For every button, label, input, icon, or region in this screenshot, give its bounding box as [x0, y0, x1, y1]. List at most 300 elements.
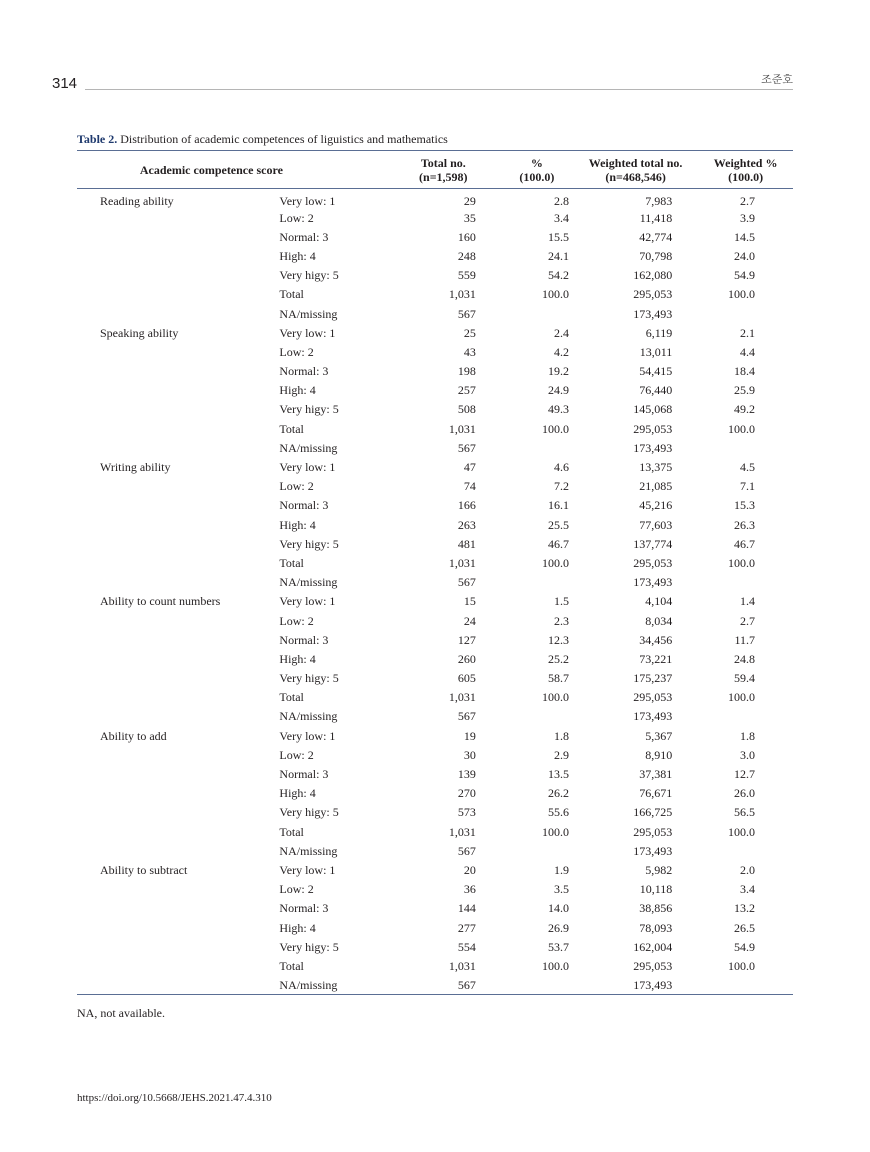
- percent-cell: [501, 707, 573, 726]
- score-level: Low: 2: [279, 613, 314, 628]
- weighted-percent-cell: 24.8: [734, 651, 755, 666]
- total-no-cell: 263: [457, 517, 476, 532]
- table-row: [77, 246, 793, 265]
- weighted-total-cell: 5,982: [645, 862, 673, 877]
- table-row: [77, 745, 793, 764]
- weighted-percent-cell: 100.0: [728, 824, 755, 839]
- score-level: NA/missing: [279, 306, 338, 321]
- table-header-row: [77, 151, 793, 189]
- table-row: [77, 592, 793, 611]
- percent-cell: 24.9: [547, 383, 569, 398]
- score-level: Normal: 3: [279, 498, 329, 513]
- total-no-cell: 36: [463, 882, 476, 897]
- group-label: [77, 419, 279, 438]
- total-no-cell: 198: [457, 364, 476, 379]
- group-label: [77, 611, 279, 630]
- weighted-percent-cell: 26.5: [734, 920, 755, 935]
- weighted-total-cell: 37,381: [639, 767, 673, 782]
- percent-cell: 13.5: [547, 767, 569, 782]
- weighted-percent-cell: 2.0: [740, 862, 755, 877]
- total-no-cell: 567: [457, 843, 476, 858]
- table-row: [77, 899, 793, 918]
- table-row: [77, 918, 793, 937]
- total-no-cell: 1,031: [448, 287, 476, 302]
- group-label: [77, 266, 279, 285]
- table-row: [77, 611, 793, 630]
- group-label: [77, 496, 279, 515]
- table-row: [77, 285, 793, 304]
- group-label: [77, 246, 279, 265]
- table-row: [77, 457, 793, 476]
- percent-cell: 2.3: [553, 613, 569, 628]
- score-level: Normal: 3: [279, 229, 329, 244]
- total-no-cell: 1,031: [448, 690, 476, 705]
- total-no-cell: 20: [463, 862, 476, 877]
- table-row: [77, 208, 793, 227]
- score-level: High: 4: [279, 651, 316, 666]
- score-level: High: 4: [279, 248, 316, 263]
- percent-cell: [501, 573, 573, 592]
- group-label: [77, 956, 279, 975]
- column-header-line1: Weighted %: [713, 155, 778, 170]
- score-level: Low: 2: [279, 747, 314, 762]
- total-no-cell: 47: [463, 460, 476, 475]
- total-no-cell: 19: [463, 728, 476, 743]
- score-level: NA/missing: [279, 575, 338, 590]
- percent-cell: 1.8: [553, 728, 569, 743]
- weighted-total-cell: 162,004: [633, 939, 673, 954]
- group-label: [77, 822, 279, 841]
- total-no-cell: 1,031: [448, 421, 476, 436]
- percent-cell: 100.0: [541, 958, 569, 973]
- percent-cell: 12.3: [547, 632, 569, 647]
- percent-cell: 4.2: [553, 344, 569, 359]
- weighted-percent-cell: 15.3: [734, 498, 755, 513]
- group-label: [77, 534, 279, 553]
- weighted-percent-cell: 54.9: [734, 939, 755, 954]
- running-header-author: 조준호: [761, 73, 793, 86]
- total-no-cell: 567: [457, 306, 476, 321]
- group-label: [77, 362, 279, 381]
- total-no-cell: 1,031: [448, 824, 476, 839]
- table-row: [77, 496, 793, 515]
- group-label: [77, 381, 279, 400]
- total-no-cell: 139: [457, 767, 476, 782]
- weighted-percent-cell: 2.1: [740, 325, 755, 340]
- weighted-percent-cell: 59.4: [734, 671, 755, 686]
- table-row: [77, 227, 793, 246]
- group-label: [77, 707, 279, 726]
- score-level: Normal: 3: [279, 364, 329, 379]
- percent-cell: 2.4: [553, 325, 569, 340]
- percent-cell: 46.7: [547, 536, 569, 551]
- group-label: [77, 342, 279, 361]
- total-no-cell: 24: [463, 613, 476, 628]
- weighted-percent-cell: 49.2: [734, 402, 755, 417]
- total-no-cell: 166: [457, 498, 476, 513]
- weighted-percent-cell: 2.7: [740, 613, 755, 628]
- weighted-percent-cell: 13.2: [734, 901, 755, 916]
- group-label: [77, 688, 279, 707]
- percent-cell: [501, 304, 573, 323]
- table-row: [77, 841, 793, 860]
- group-label: [77, 841, 279, 860]
- total-no-cell: 74: [463, 479, 476, 494]
- total-no-cell: 270: [457, 786, 476, 801]
- column-header: [501, 151, 573, 189]
- total-no-cell: 567: [457, 440, 476, 455]
- weighted-percent-cell: 4.5: [740, 460, 755, 475]
- score-level: Low: 2: [279, 882, 314, 897]
- score-level: Very higy: 5: [279, 671, 339, 686]
- weighted-percent-cell: 100.0: [728, 555, 755, 570]
- percent-cell: 25.5: [547, 517, 569, 532]
- score-level: Very higy: 5: [279, 939, 339, 954]
- percent-cell: 100.0: [541, 421, 569, 436]
- weighted-percent-cell: 3.4: [740, 882, 755, 897]
- weighted-total-cell: 173,493: [633, 440, 673, 455]
- page-number: 314: [52, 75, 78, 92]
- weighted-total-cell: 78,093: [639, 920, 673, 935]
- total-no-cell: 605: [457, 671, 476, 686]
- weighted-percent-cell: 14.5: [734, 229, 755, 244]
- weighted-percent-cell: 100.0: [728, 958, 755, 973]
- column-header-line1: Total no.: [420, 155, 466, 170]
- weighted-total-cell: 34,456: [639, 632, 673, 647]
- total-no-cell: 554: [457, 939, 476, 954]
- percent-cell: 19.2: [547, 364, 569, 379]
- score-level: Total: [279, 690, 304, 705]
- percent-cell: 25.2: [547, 651, 569, 666]
- percent-cell: 58.7: [547, 671, 569, 686]
- table-row: [77, 304, 793, 323]
- group-label: Ability to count numbers: [100, 594, 221, 609]
- score-level: Total: [279, 421, 304, 436]
- score-level: NA/missing: [279, 843, 338, 858]
- weighted-percent-cell: [698, 976, 793, 995]
- group-label: [77, 880, 279, 899]
- score-level: NA/missing: [279, 440, 338, 455]
- weighted-percent-cell: 18.4: [734, 364, 755, 379]
- column-header-line2: (100.0): [519, 169, 555, 184]
- percent-cell: 16.1: [547, 498, 569, 513]
- score-level: Very low: 1: [279, 460, 336, 475]
- table-row: [77, 323, 793, 342]
- total-no-cell: 248: [457, 248, 476, 263]
- weighted-total-cell: 5,367: [645, 728, 673, 743]
- group-label: [77, 515, 279, 534]
- table-row: [77, 438, 793, 457]
- score-level: Normal: 3: [279, 767, 329, 782]
- group-label: [77, 803, 279, 822]
- total-no-cell: 43: [463, 344, 476, 359]
- group-label: [77, 669, 279, 688]
- table-row: [77, 189, 793, 209]
- table-row: [77, 956, 793, 975]
- table-caption-text: Distribution of academic competences of liguistics and mathematics: [117, 132, 448, 146]
- weighted-total-cell: 175,237: [633, 671, 673, 686]
- weighted-total-cell: 166,725: [633, 805, 673, 820]
- table-body: [77, 189, 793, 995]
- weighted-total-cell: 173,493: [633, 306, 673, 321]
- column-header-line2: (n=1,598): [419, 169, 468, 184]
- doi-link[interactable]: https://doi.org/10.5668/JEHS.2021.47.4.310: [77, 1092, 272, 1104]
- table-row: [77, 707, 793, 726]
- weighted-percent-cell: 100.0: [728, 690, 755, 705]
- percent-cell: 1.9: [553, 862, 569, 877]
- weighted-total-cell: 295,053: [633, 421, 673, 436]
- total-no-cell: 15: [463, 594, 476, 609]
- group-label: [77, 937, 279, 956]
- score-level: Low: 2: [279, 344, 314, 359]
- weighted-total-cell: 295,053: [633, 555, 673, 570]
- table-caption-label: Table 2.: [77, 132, 118, 146]
- weighted-percent-cell: [698, 841, 793, 860]
- score-level: Total: [279, 555, 304, 570]
- weighted-total-cell: 145,068: [633, 402, 673, 417]
- table-row: [77, 553, 793, 572]
- percent-cell: 26.9: [547, 920, 569, 935]
- table-row: [77, 669, 793, 688]
- score-level: Very higy: 5: [279, 536, 339, 551]
- percent-cell: 7.2: [553, 479, 569, 494]
- group-label: [77, 400, 279, 419]
- percent-cell: 3.5: [553, 882, 569, 897]
- group-label: [77, 477, 279, 496]
- score-level: Normal: 3: [279, 901, 329, 916]
- group-label: [77, 438, 279, 457]
- total-no-cell: 25: [463, 325, 476, 340]
- group-label: [77, 649, 279, 668]
- column-header-line2: (n=468,546): [605, 169, 666, 184]
- weighted-percent-cell: [698, 573, 793, 592]
- percent-cell: [501, 438, 573, 457]
- total-no-cell: 573: [457, 805, 476, 820]
- total-no-cell: 559: [457, 268, 476, 283]
- percent-cell: 2.9: [553, 747, 569, 762]
- percent-cell: [501, 976, 573, 995]
- table-row: [77, 477, 793, 496]
- score-level: Very low: 1: [279, 594, 336, 609]
- table-row: [77, 381, 793, 400]
- header-rule: [85, 89, 793, 90]
- column-header-line1: Academic competence score: [139, 162, 283, 177]
- group-label: Speaking ability: [100, 325, 179, 340]
- percent-cell: 55.6: [547, 805, 569, 820]
- column-header: [77, 151, 386, 189]
- table-row: [77, 362, 793, 381]
- score-level: Very low: 1: [279, 862, 336, 877]
- group-label: Writing ability: [100, 460, 171, 475]
- score-level: High: 4: [279, 786, 316, 801]
- score-level: Total: [279, 824, 304, 839]
- group-label: [77, 918, 279, 937]
- table-row: [77, 860, 793, 879]
- weighted-percent-cell: 100.0: [728, 421, 755, 436]
- group-label: [77, 630, 279, 649]
- weighted-percent-cell: 26.0: [734, 786, 755, 801]
- group-label: Reading ability: [100, 194, 174, 208]
- percent-cell: 54.2: [547, 268, 569, 283]
- weighted-percent-cell: 46.7: [734, 536, 755, 551]
- score-level: Total: [279, 958, 304, 973]
- group-label: [77, 208, 279, 227]
- score-level: Normal: 3: [279, 632, 329, 647]
- weighted-percent-cell: 1.8: [740, 728, 755, 743]
- percent-cell: 24.1: [547, 248, 569, 263]
- table-row: [77, 937, 793, 956]
- table-row: [77, 342, 793, 361]
- weighted-total-cell: 76,671: [639, 786, 673, 801]
- group-label: [77, 784, 279, 803]
- weighted-total-cell: 173,493: [633, 843, 673, 858]
- score-level: High: 4: [279, 920, 316, 935]
- weighted-percent-cell: 7.1: [740, 479, 755, 494]
- weighted-percent-cell: 11.7: [734, 632, 755, 647]
- weighted-percent-cell: 3.0: [740, 747, 755, 762]
- weighted-total-cell: 137,774: [633, 536, 673, 551]
- weighted-total-cell: 4,104: [645, 594, 673, 609]
- table-row: [77, 880, 793, 899]
- weighted-total-cell: 21,085: [639, 479, 673, 494]
- competence-table: [77, 150, 793, 995]
- group-label: [77, 285, 279, 304]
- percent-cell: 53.7: [547, 939, 569, 954]
- column-header: [386, 151, 501, 189]
- weighted-percent-cell: 100.0: [728, 287, 755, 302]
- weighted-total-cell: 162,080: [633, 268, 673, 283]
- weighted-total-cell: 76,440: [639, 383, 673, 398]
- weighted-percent-cell: 2.7: [740, 194, 755, 208]
- group-label: [77, 304, 279, 323]
- table-row: [77, 784, 793, 803]
- percent-cell: 100.0: [541, 690, 569, 705]
- weighted-total-cell: 7,983: [645, 194, 673, 208]
- weighted-total-cell: 73,221: [639, 651, 673, 666]
- weighted-total-cell: 173,493: [633, 575, 673, 590]
- weighted-total-cell: 295,053: [633, 958, 673, 973]
- table-row: [77, 803, 793, 822]
- weighted-total-cell: 295,053: [633, 690, 673, 705]
- weighted-percent-cell: [698, 304, 793, 323]
- weighted-total-cell: 173,493: [633, 709, 673, 724]
- percent-cell: 14.0: [547, 901, 569, 916]
- total-no-cell: 35: [463, 210, 476, 225]
- table-row: [77, 726, 793, 745]
- weighted-total-cell: 38,856: [639, 901, 673, 916]
- weighted-percent-cell: 12.7: [734, 767, 755, 782]
- group-label: [77, 976, 279, 995]
- score-level: High: 4: [279, 517, 316, 532]
- percent-cell: 49.3: [547, 402, 569, 417]
- weighted-percent-cell: 25.9: [734, 383, 755, 398]
- group-label: [77, 764, 279, 783]
- column-header-line1: %: [530, 155, 543, 170]
- percent-cell: 100.0: [541, 824, 569, 839]
- total-no-cell: 160: [457, 229, 476, 244]
- weighted-total-cell: 173,493: [633, 977, 673, 992]
- group-label: [77, 227, 279, 246]
- percent-cell: 4.6: [553, 460, 569, 475]
- weighted-total-cell: 295,053: [633, 824, 673, 839]
- score-level: NA/missing: [279, 977, 338, 992]
- table-row: [77, 419, 793, 438]
- percent-cell: 100.0: [541, 287, 569, 302]
- table-row: [77, 688, 793, 707]
- weighted-total-cell: 45,216: [639, 498, 673, 513]
- table-row: [77, 515, 793, 534]
- table-row: [77, 976, 793, 995]
- weighted-total-cell: 42,774: [639, 229, 673, 244]
- total-no-cell: 1,031: [448, 958, 476, 973]
- table-row: [77, 400, 793, 419]
- group-label: [77, 745, 279, 764]
- total-no-cell: 277: [457, 920, 476, 935]
- total-no-cell: 144: [457, 901, 476, 916]
- weighted-total-cell: 11,418: [639, 210, 673, 225]
- weighted-percent-cell: 4.4: [740, 344, 755, 359]
- total-no-cell: 567: [457, 709, 476, 724]
- table-row: [77, 573, 793, 592]
- total-no-cell: 508: [457, 402, 476, 417]
- weighted-total-cell: 6,119: [645, 325, 673, 340]
- total-no-cell: 567: [457, 575, 476, 590]
- weighted-total-cell: 54,415: [639, 364, 673, 379]
- percent-cell: 3.4: [553, 210, 569, 225]
- score-level: High: 4: [279, 383, 316, 398]
- weighted-percent-cell: 54.9: [734, 268, 755, 283]
- score-level: Low: 2: [279, 479, 314, 494]
- weighted-total-cell: 70,798: [639, 248, 673, 263]
- weighted-total-cell: 8,910: [645, 747, 673, 762]
- weighted-total-cell: 295,053: [633, 287, 673, 302]
- total-no-cell: 260: [457, 651, 476, 666]
- score-level: Very low: 1: [279, 728, 336, 743]
- table-row: [77, 649, 793, 668]
- weighted-percent-cell: 56.5: [734, 805, 755, 820]
- percent-cell: 100.0: [541, 555, 569, 570]
- total-no-cell: 567: [457, 977, 476, 992]
- total-no-cell: 30: [463, 747, 476, 762]
- group-label: [77, 899, 279, 918]
- column-header-line2: (100.0): [728, 169, 764, 184]
- table-row: [77, 630, 793, 649]
- weighted-total-cell: 13,011: [639, 344, 673, 359]
- weighted-percent-cell: 24.0: [734, 248, 755, 263]
- table-row: [77, 822, 793, 841]
- table-row: [77, 764, 793, 783]
- table-row: [77, 266, 793, 285]
- score-level: Very higy: 5: [279, 402, 339, 417]
- weighted-total-cell: 8,034: [645, 613, 673, 628]
- group-label: Ability to subtract: [100, 862, 188, 877]
- total-no-cell: 257: [457, 383, 476, 398]
- score-level: Total: [279, 287, 304, 302]
- total-no-cell: 29: [463, 194, 476, 208]
- score-level: Low: 2: [279, 210, 314, 225]
- group-label: [77, 553, 279, 572]
- weighted-percent-cell: 3.9: [740, 210, 755, 225]
- score-level: Very low: 1: [279, 325, 336, 340]
- group-label: Ability to add: [100, 728, 167, 743]
- table-row: [77, 534, 793, 553]
- weighted-percent-cell: 1.4: [740, 594, 755, 609]
- percent-cell: 26.2: [547, 786, 569, 801]
- weighted-total-cell: 10,118: [639, 882, 673, 897]
- weighted-percent-cell: [698, 707, 793, 726]
- total-no-cell: 1,031: [448, 555, 476, 570]
- percent-cell: 15.5: [547, 229, 569, 244]
